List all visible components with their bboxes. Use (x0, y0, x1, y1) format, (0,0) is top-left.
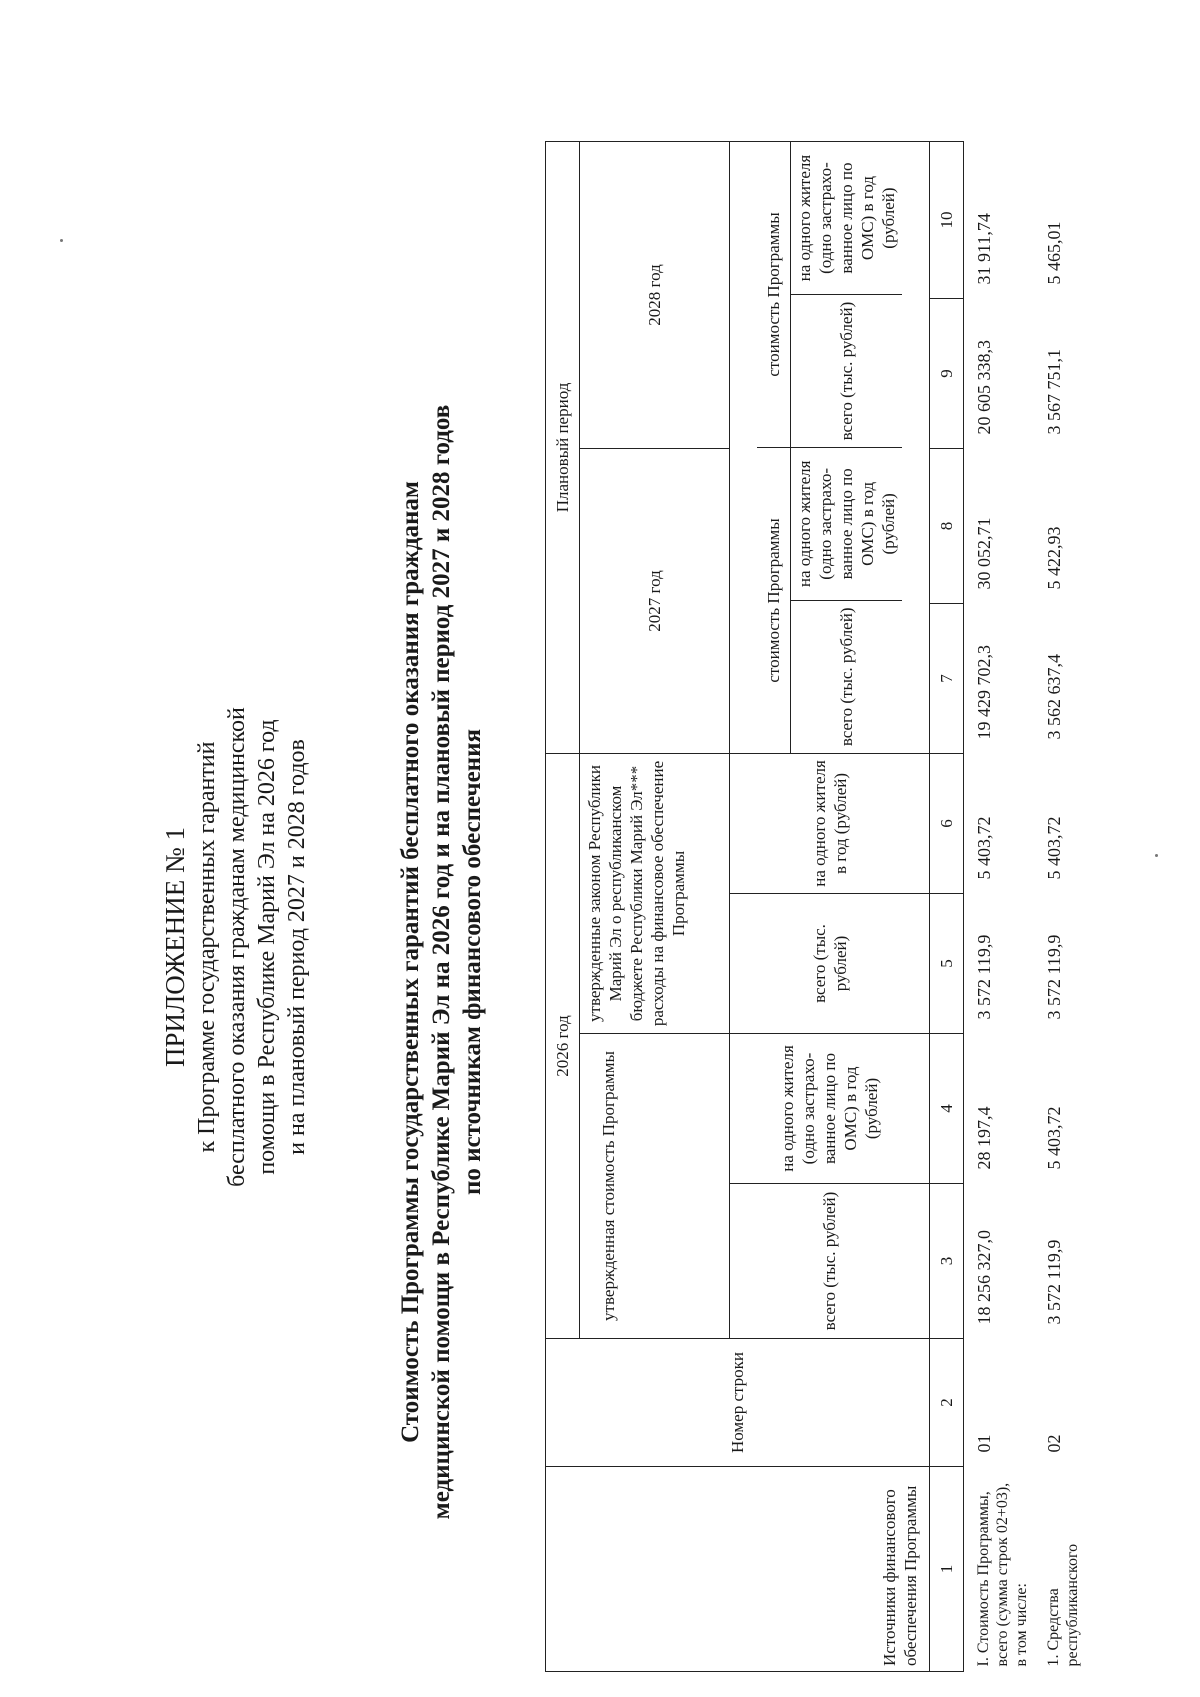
row-value-c4: 5 403,72 (1044, 1106, 1064, 1170)
header-approved-law: утвержденные законом Республики Марий Эл о республиканском бюджете Республики Марий Эл*** расходы на финансовое обеспечение Программы (580, 753, 730, 1033)
column-number: 3 (930, 1184, 964, 1339)
row-value-c7: 3 562 637,4 (1044, 653, 1064, 740)
appendix-header (160, 247, 312, 1647)
row-value-c7: 19 429 702,3 (974, 644, 994, 740)
column-number: 10 (930, 141, 964, 298)
row-value-c5: 3 572 119,9 (1044, 934, 1064, 1020)
table-row (1034, 141, 1085, 1671)
row-value-c9: 3 567 751,1 (1044, 348, 1064, 435)
header-col3-total: всего (тыс. рублей) (730, 1184, 930, 1339)
row-value-c8: 30 052,71 (974, 517, 994, 590)
row-value-c3: 18 256 327,0 (974, 1230, 994, 1325)
header-col5-total: всего (тыс. рублей) (730, 894, 930, 1034)
column-number: 6 (930, 753, 964, 893)
title-line: по источникам финансового обеспечения (459, 728, 486, 1196)
column-number: 7 (930, 603, 964, 753)
header-year-2026: 2026 год (546, 753, 580, 1338)
row-value-c8: 5 422,93 (1044, 526, 1064, 590)
row-value-c5: 3 572 119,9 (974, 934, 994, 1020)
header-approved-cost: утвержденная стоимость Программы (580, 1034, 730, 1339)
appendix-line: и на плановый период 2027 и 2028 годов (284, 739, 310, 1155)
row-value-c10: 31 911,74 (974, 213, 994, 285)
header-program-cost-2028: стоимость Программы (757, 142, 791, 448)
title-line: медицинской помощи в Республике Марий Эл на 2026 год и на плановый период 2027 и 2028 годов (428, 404, 455, 1520)
column-number: 2 (930, 1339, 964, 1467)
column-number: 8 (930, 448, 964, 603)
header-year-2027: 2027 год (580, 448, 730, 753)
column-number: 4 (930, 1034, 964, 1184)
row-number: 02 (1044, 1434, 1064, 1453)
row-value-c6: 5 403,72 (1044, 816, 1064, 880)
header-plan-period: Плановый период (546, 141, 580, 753)
row-value-c6: 5 403,72 (974, 816, 994, 880)
row-source: 1. Средства республиканского (1045, 1543, 1081, 1667)
row-source: I. Стоимость Программы, всего (сумма строк 02+03), в том числе: (975, 1482, 1030, 1667)
row-number: 01 (974, 1434, 994, 1453)
row-value-c4: 28 197,4 (974, 1106, 994, 1170)
column-number: 5 (930, 894, 964, 1034)
appendix-line: бесплатного оказания гражданам медицинской (224, 707, 250, 1187)
row-value-c3: 3 572 119,9 (1044, 1239, 1064, 1325)
header-program-cost-2027: стоимость Программы (757, 447, 791, 753)
column-number-row (930, 141, 964, 1671)
header-col8-per: на одного жителя (одно застрахо-ванное лицо по ОМС) в год (рублей) (791, 447, 903, 600)
scan-speck (1155, 854, 1158, 857)
title-line: Стоимость Программы государственных гарантий бесплатного оказания гражданам (397, 481, 424, 1443)
header-row (546, 141, 580, 1671)
appendix-number: ПРИЛОЖЕНИЕ № 1 (160, 826, 190, 1068)
column-number: 9 (930, 298, 964, 448)
header-row-number: Номер строки (546, 1339, 930, 1467)
scan-speck (60, 239, 63, 242)
row-value-c10: 5 465,01 (1044, 221, 1064, 285)
program-cost-table (545, 141, 1085, 1672)
header-col6-per: на одного жителя в год (рублей) (730, 753, 930, 893)
appendix-line: помощи в Республике Марий Эл на 2026 год (254, 719, 280, 1175)
header-col10-per: на одного жителя (одно застрахо-ванное лицо по ОМС) в год (рублей) (795, 154, 899, 282)
header-col9-total: всего (тыс. рублей) (791, 295, 903, 448)
column-number: 1 (930, 1467, 964, 1672)
appendix-line: к Программе государственных гарантий (194, 741, 220, 1153)
header-plan-subgrid (730, 141, 930, 753)
header-source: Источники финансового обеспечения Программы (546, 1467, 930, 1672)
header-year-2028: 2028 год (580, 141, 730, 448)
table-row (964, 141, 1035, 1671)
row-value-c9: 20 605 338,3 (974, 339, 994, 435)
header-col4-per: на одного жителя (одно застрахо-ванное лицо по ОМС) в год (рублей) (730, 1034, 930, 1184)
header-col7-total: всего (тыс. рублей) (791, 600, 903, 753)
document-title (395, 342, 488, 1582)
